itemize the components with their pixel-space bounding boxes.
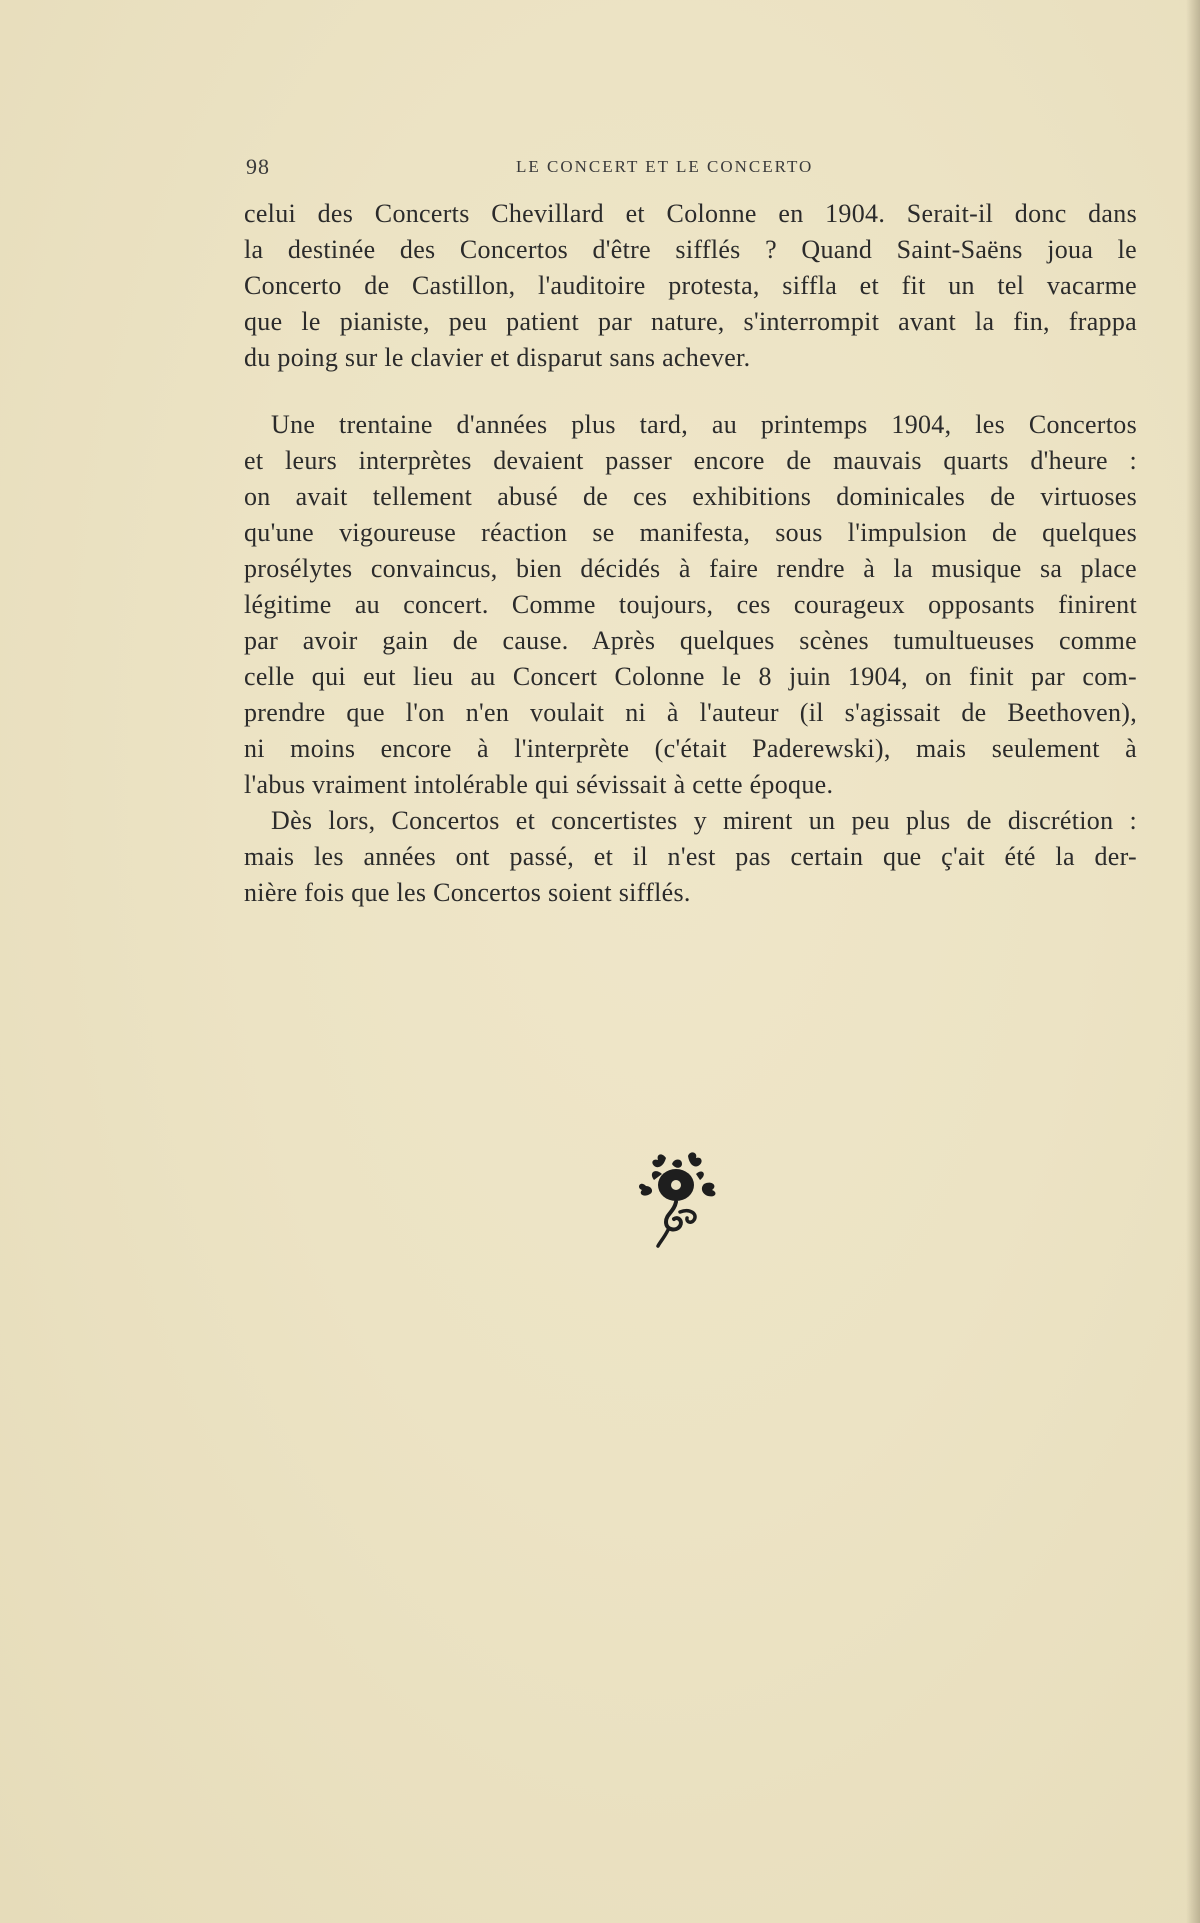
text-line: celle qui eut lieu au Concert Colonne le 8 juin 1904, on finit par com-	[244, 662, 1137, 691]
text-line: ni moins encore à l'interprète (c'était Paderewski), mais seulement à	[244, 734, 1137, 763]
paragraph-3	[244, 803, 1137, 911]
text-line: légitime au concert. Comme toujours, ces courageux opposants finirent	[244, 590, 1137, 619]
text-line: Dès lors, Concertos et concertistes y mirent un peu plus de discrétion :	[271, 806, 1137, 835]
page-edge-shadow	[1186, 0, 1200, 1923]
text-line: que le pianiste, peu patient par nature, s'interrompit avant la fin, frappa	[244, 307, 1137, 336]
paragraph-1	[244, 196, 1137, 376]
text-line: celui des Concerts Chevillard et Colonne en 1904. Serait-il donc dans	[244, 199, 1137, 228]
text-block	[244, 196, 1137, 911]
text-line: qu'une vigoureuse réaction se manifesta, sous l'impulsion de quelques	[244, 518, 1137, 547]
text-line: on avait tellement abusé de ces exhibitions dominicales de virtuoses	[244, 482, 1137, 511]
text-line: Une trentaine d'années plus tard, au printemps 1904, les Concertos	[271, 410, 1137, 439]
text-line: et leurs interprètes devaient passer encore de mauvais quarts d'heure :	[244, 446, 1137, 475]
text-line: prendre que l'on n'en voulait ni à l'auteur (il s'agissait de Beethoven),	[244, 698, 1137, 727]
paragraph-2	[244, 407, 1137, 803]
floral-fleuron-icon	[636, 1150, 726, 1250]
text-line: du poing sur le clavier et disparut sans achever.	[244, 343, 751, 372]
fleuron-graphic	[636, 1150, 726, 1250]
text-line: l'abus vraiment intolérable qui sévissait à cette époque.	[244, 770, 834, 799]
text-line: par avoir gain de cause. Après quelques scènes tumultueuses comme	[244, 626, 1137, 655]
text-line: la destinée des Concertos d'être sifflés ? Quand Saint-Saëns joua le	[244, 235, 1137, 264]
page-number: 98	[246, 154, 270, 179]
paragraph-spacer	[244, 376, 1137, 407]
text-line: nière fois que les Concertos soient sifflés.	[244, 878, 691, 907]
text-line: prosélytes convaincus, bien décidés à faire rendre à la musique sa place	[244, 554, 1137, 583]
text-line: mais les années ont passé, et il n'est pas certain que ç'ait été la der-	[244, 842, 1137, 871]
running-title: LE CONCERT ET LE CONCERTO	[516, 157, 814, 176]
text-line: Concerto de Castillon, l'auditoire protesta, siffla et fit un tel vacarme	[244, 271, 1137, 300]
